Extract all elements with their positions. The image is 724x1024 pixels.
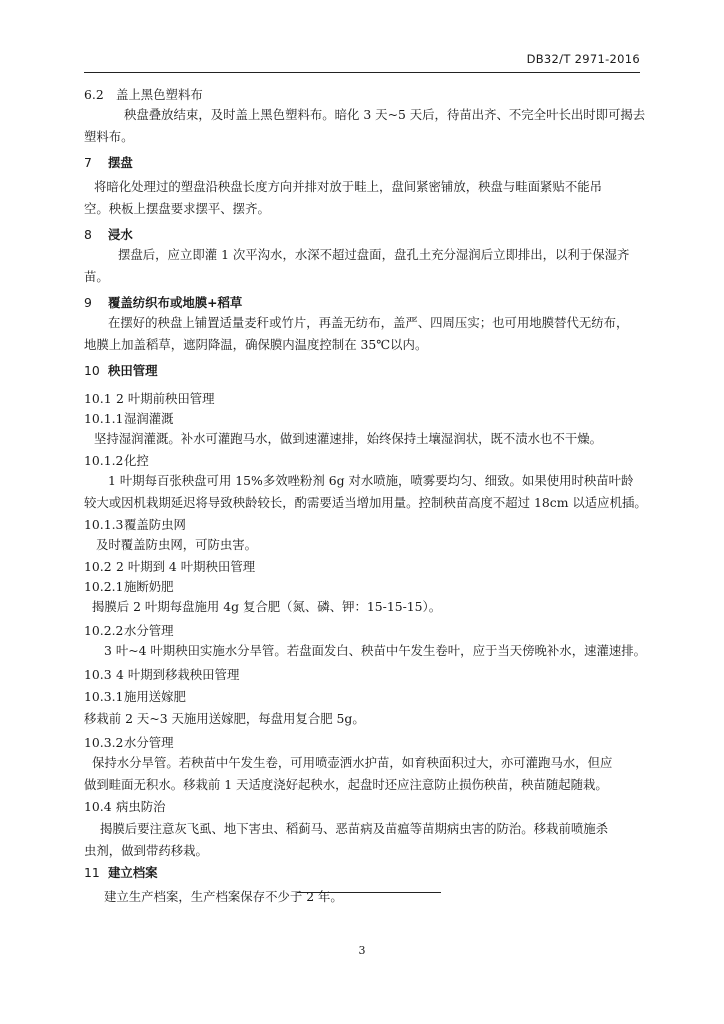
section-number: 10.2 bbox=[84, 559, 112, 574]
paragraph-line: 揭膜后 2 叶期每盘施用 4g 复合肥（氮、磷、钾：15-15-15）。 bbox=[92, 599, 442, 614]
subsection-heading bbox=[84, 84, 640, 106]
section-title: 水分管理 bbox=[124, 735, 174, 750]
section-title: 病虫防治 bbox=[116, 799, 166, 814]
section-title: 摆盘 bbox=[108, 155, 133, 170]
end-rule bbox=[297, 892, 441, 893]
section-title: 湿润灌溉 bbox=[124, 411, 174, 426]
section-number: 10.3.1 bbox=[84, 689, 124, 704]
section-number: 10.2.1 bbox=[84, 579, 124, 594]
subsection-heading bbox=[84, 576, 640, 598]
section-title: 水分管理 bbox=[124, 623, 174, 638]
section-heading bbox=[84, 152, 640, 174]
section-title: 化控 bbox=[124, 453, 149, 468]
paragraph-line: 移栽前 2 天~3 天施用送嫁肥，每盘用复合肥 5g。 bbox=[84, 711, 365, 726]
section-title: 4 叶期到移栽秧田管理 bbox=[116, 667, 240, 682]
section-title: 施断奶肥 bbox=[124, 579, 174, 594]
section-title: 覆盖防虫网 bbox=[124, 517, 186, 532]
section-number: 10.3 bbox=[84, 667, 112, 682]
section-title: 建立档案 bbox=[108, 865, 158, 880]
paragraph-line: 揭膜后要注意灰飞虱、地下害虫、稻蓟马、恶苗病及苗瘟等苗期病虫害的防治。移栽前喷施杀 bbox=[100, 821, 609, 836]
paragraph-line: 苗。 bbox=[84, 269, 109, 284]
subsection-heading bbox=[84, 556, 640, 578]
section-number: 7 bbox=[84, 155, 92, 170]
section-number: 9 bbox=[84, 295, 92, 310]
subsection-heading bbox=[84, 388, 640, 410]
subsection-heading bbox=[84, 408, 640, 430]
subsection-heading bbox=[84, 732, 640, 754]
section-number: 10.1 bbox=[84, 391, 112, 406]
section-heading bbox=[84, 224, 640, 246]
paragraph-line: 较大或因机栽期延迟将导致秧龄较长，酌需要适当增加用量。控制秧苗高度不超过 18cm 以适应机插。 bbox=[84, 495, 647, 510]
subsection-heading bbox=[84, 450, 640, 472]
subsection-heading bbox=[84, 796, 640, 818]
section-number: 6.2 bbox=[84, 87, 104, 102]
section-number: 10.4 bbox=[84, 799, 112, 814]
paragraph-line: 及时覆盖防虫网，可防虫害。 bbox=[96, 537, 258, 552]
section-heading bbox=[84, 292, 640, 314]
document-code: DB32/T 2971-2016 bbox=[526, 52, 640, 66]
section-number: 10 bbox=[84, 363, 100, 378]
paragraph-line: 空。秧板上摆盘要求摆平、摆齐。 bbox=[84, 201, 270, 216]
subsection-heading bbox=[84, 664, 640, 686]
paragraph-line: 摆盘后，应立即灌 1 次平沟水，水深不超过盘面，盘孔土充分湿润后立即排出，以利于保湿齐 bbox=[118, 247, 630, 262]
section-heading bbox=[84, 862, 640, 884]
paragraph-line: 坚持湿润灌溉。补水可灌跑马水，做到速灌速排，始终保持土壤湿润状，既不渍水也不干燥。 bbox=[94, 431, 603, 446]
paragraph-line: 虫剂，做到带药移栽。 bbox=[84, 843, 208, 858]
section-number: 10.2.2 bbox=[84, 623, 124, 638]
paragraph-line: 在摆好的秧盘上铺置适量麦秆或竹片，再盖无纺布，盖严、四周压实；也可用地膜替代无纺布， bbox=[108, 315, 629, 330]
paragraph-line: 塑料布。 bbox=[84, 129, 134, 144]
paragraph-line: 做到畦面无积水。移栽前 1 天适度浇好起秧水，起盘时还应注意防止损伤秧苗，秧苗随起随栽。 bbox=[84, 777, 608, 792]
paragraph-line: 将暗化处理过的塑盘沿秧盘长度方向并排对放于畦上，盘间紧密铺放，秧盘与畦面紧贴不能吊 bbox=[94, 179, 603, 194]
section-number: 10.3.2 bbox=[84, 735, 124, 750]
section-title: 盖上黑色塑料布 bbox=[116, 87, 203, 102]
section-number: 8 bbox=[84, 227, 92, 242]
section-title: 覆盖纺织布或地膜+稻草 bbox=[108, 295, 243, 310]
paragraph-line: 3 叶~4 叶期秧田实施水分旱管。若盘面发白、秧苗中午发生卷叶，应于当天傍晚补水，速灌速排。 bbox=[104, 643, 647, 658]
section-heading bbox=[84, 360, 640, 382]
paragraph-line: 1 叶期每百张秧盘可用 15%多效唑粉剂 6g 对水喷施，喷雾要均匀、细致。如果使用时秧苗叶龄 bbox=[108, 473, 634, 488]
paragraph-line: 建立生产档案，生产档案保存不少于 2 年。 bbox=[104, 889, 343, 904]
section-title: 秧田管理 bbox=[108, 363, 158, 378]
section-title: 浸水 bbox=[108, 227, 133, 242]
paragraph-line: 地膜上加盖稻草，遮阴降温，确保膜内温度控制在 35℃以内。 bbox=[84, 337, 428, 352]
section-title: 2 叶期前秧田管理 bbox=[116, 391, 215, 406]
section-number: 10.1.1 bbox=[84, 411, 124, 426]
subsection-heading bbox=[84, 686, 640, 708]
section-title: 施用送嫁肥 bbox=[124, 689, 186, 704]
header-rule bbox=[84, 72, 640, 73]
page-number: 3 bbox=[358, 944, 366, 957]
section-number: 11 bbox=[84, 865, 100, 880]
section-number: 10.1.3 bbox=[84, 517, 124, 532]
section-title: 2 叶期到 4 叶期秧田管理 bbox=[116, 559, 256, 574]
paragraph-line: 秧盘叠放结束，及时盖上黑色塑料布。暗化 3 天~5 天后，待苗出齐、不完全叶长出时即可揭去 bbox=[124, 107, 646, 122]
subsection-heading bbox=[84, 620, 640, 642]
paragraph-line: 保持水分旱管。若秧苗中午发生卷，可用喷壶洒水护苗，如育秧面积过大，亦可灌跑马水，但应 bbox=[92, 755, 613, 770]
section-number: 10.1.2 bbox=[84, 453, 124, 468]
subsection-heading bbox=[84, 514, 640, 536]
